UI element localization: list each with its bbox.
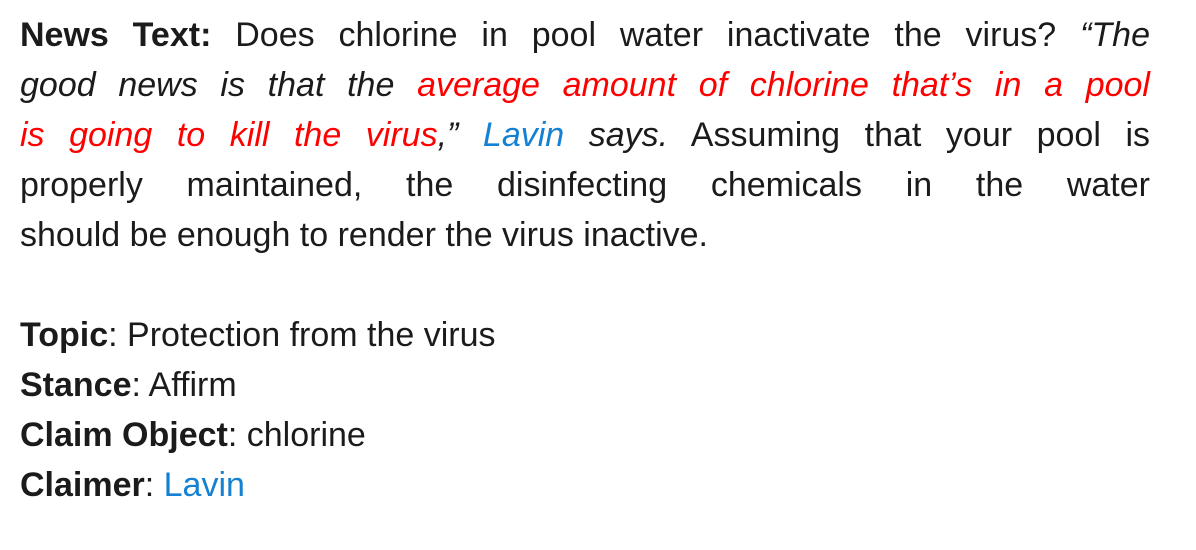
field-label-topic: Topic	[20, 316, 109, 354]
news-text-plain: should be enough to render the virus inactive.	[20, 216, 709, 254]
news-text-plain: Assuming that your pool is	[668, 116, 1150, 154]
field-claimer	[20, 460, 1150, 510]
news-text-line-2	[20, 60, 1150, 110]
quote-text: ,”	[437, 116, 483, 154]
field-separator: :	[144, 466, 164, 504]
field-value-claim-object: chlorine	[246, 416, 366, 454]
news-text-line-1	[20, 10, 1150, 60]
field-separator: :	[131, 366, 149, 404]
quote-text: good news is that the	[20, 66, 418, 104]
field-separator: :	[227, 416, 247, 454]
news-text-line-4	[20, 160, 1150, 210]
field-value-topic: Protection from the virus	[127, 316, 496, 354]
news-text-label: News Text:	[20, 16, 212, 54]
news-text-paragraph	[20, 10, 1150, 260]
field-label-claim-object: Claim Object	[20, 416, 228, 454]
claimer-mention[interactable]: Lavin	[482, 116, 565, 154]
field-stance	[20, 360, 1150, 410]
news-text-plain: properly maintained, the disinfecting chemicals in the water	[20, 166, 1150, 204]
field-claim-object	[20, 410, 1150, 460]
claim-highlight: is going to kill the virus	[20, 116, 438, 154]
fields-block	[20, 310, 1150, 510]
news-text-line-5	[20, 210, 1150, 260]
news-text-plain: Does chlorine in pool water inactivate the virus?	[211, 16, 1081, 54]
field-topic	[20, 310, 1150, 360]
field-label-claimer: Claimer	[20, 466, 145, 504]
quote-text: “The	[1080, 16, 1150, 54]
quote-attribution: says.	[564, 116, 669, 154]
claim-highlight: average amount of chlorine that’s in a pool	[417, 66, 1150, 104]
field-value-stance: Affirm	[148, 366, 237, 404]
field-separator: :	[108, 316, 128, 354]
field-label-stance: Stance	[20, 366, 132, 404]
news-text-line-3	[20, 110, 1150, 160]
claimer-link[interactable]: Lavin	[163, 466, 245, 504]
